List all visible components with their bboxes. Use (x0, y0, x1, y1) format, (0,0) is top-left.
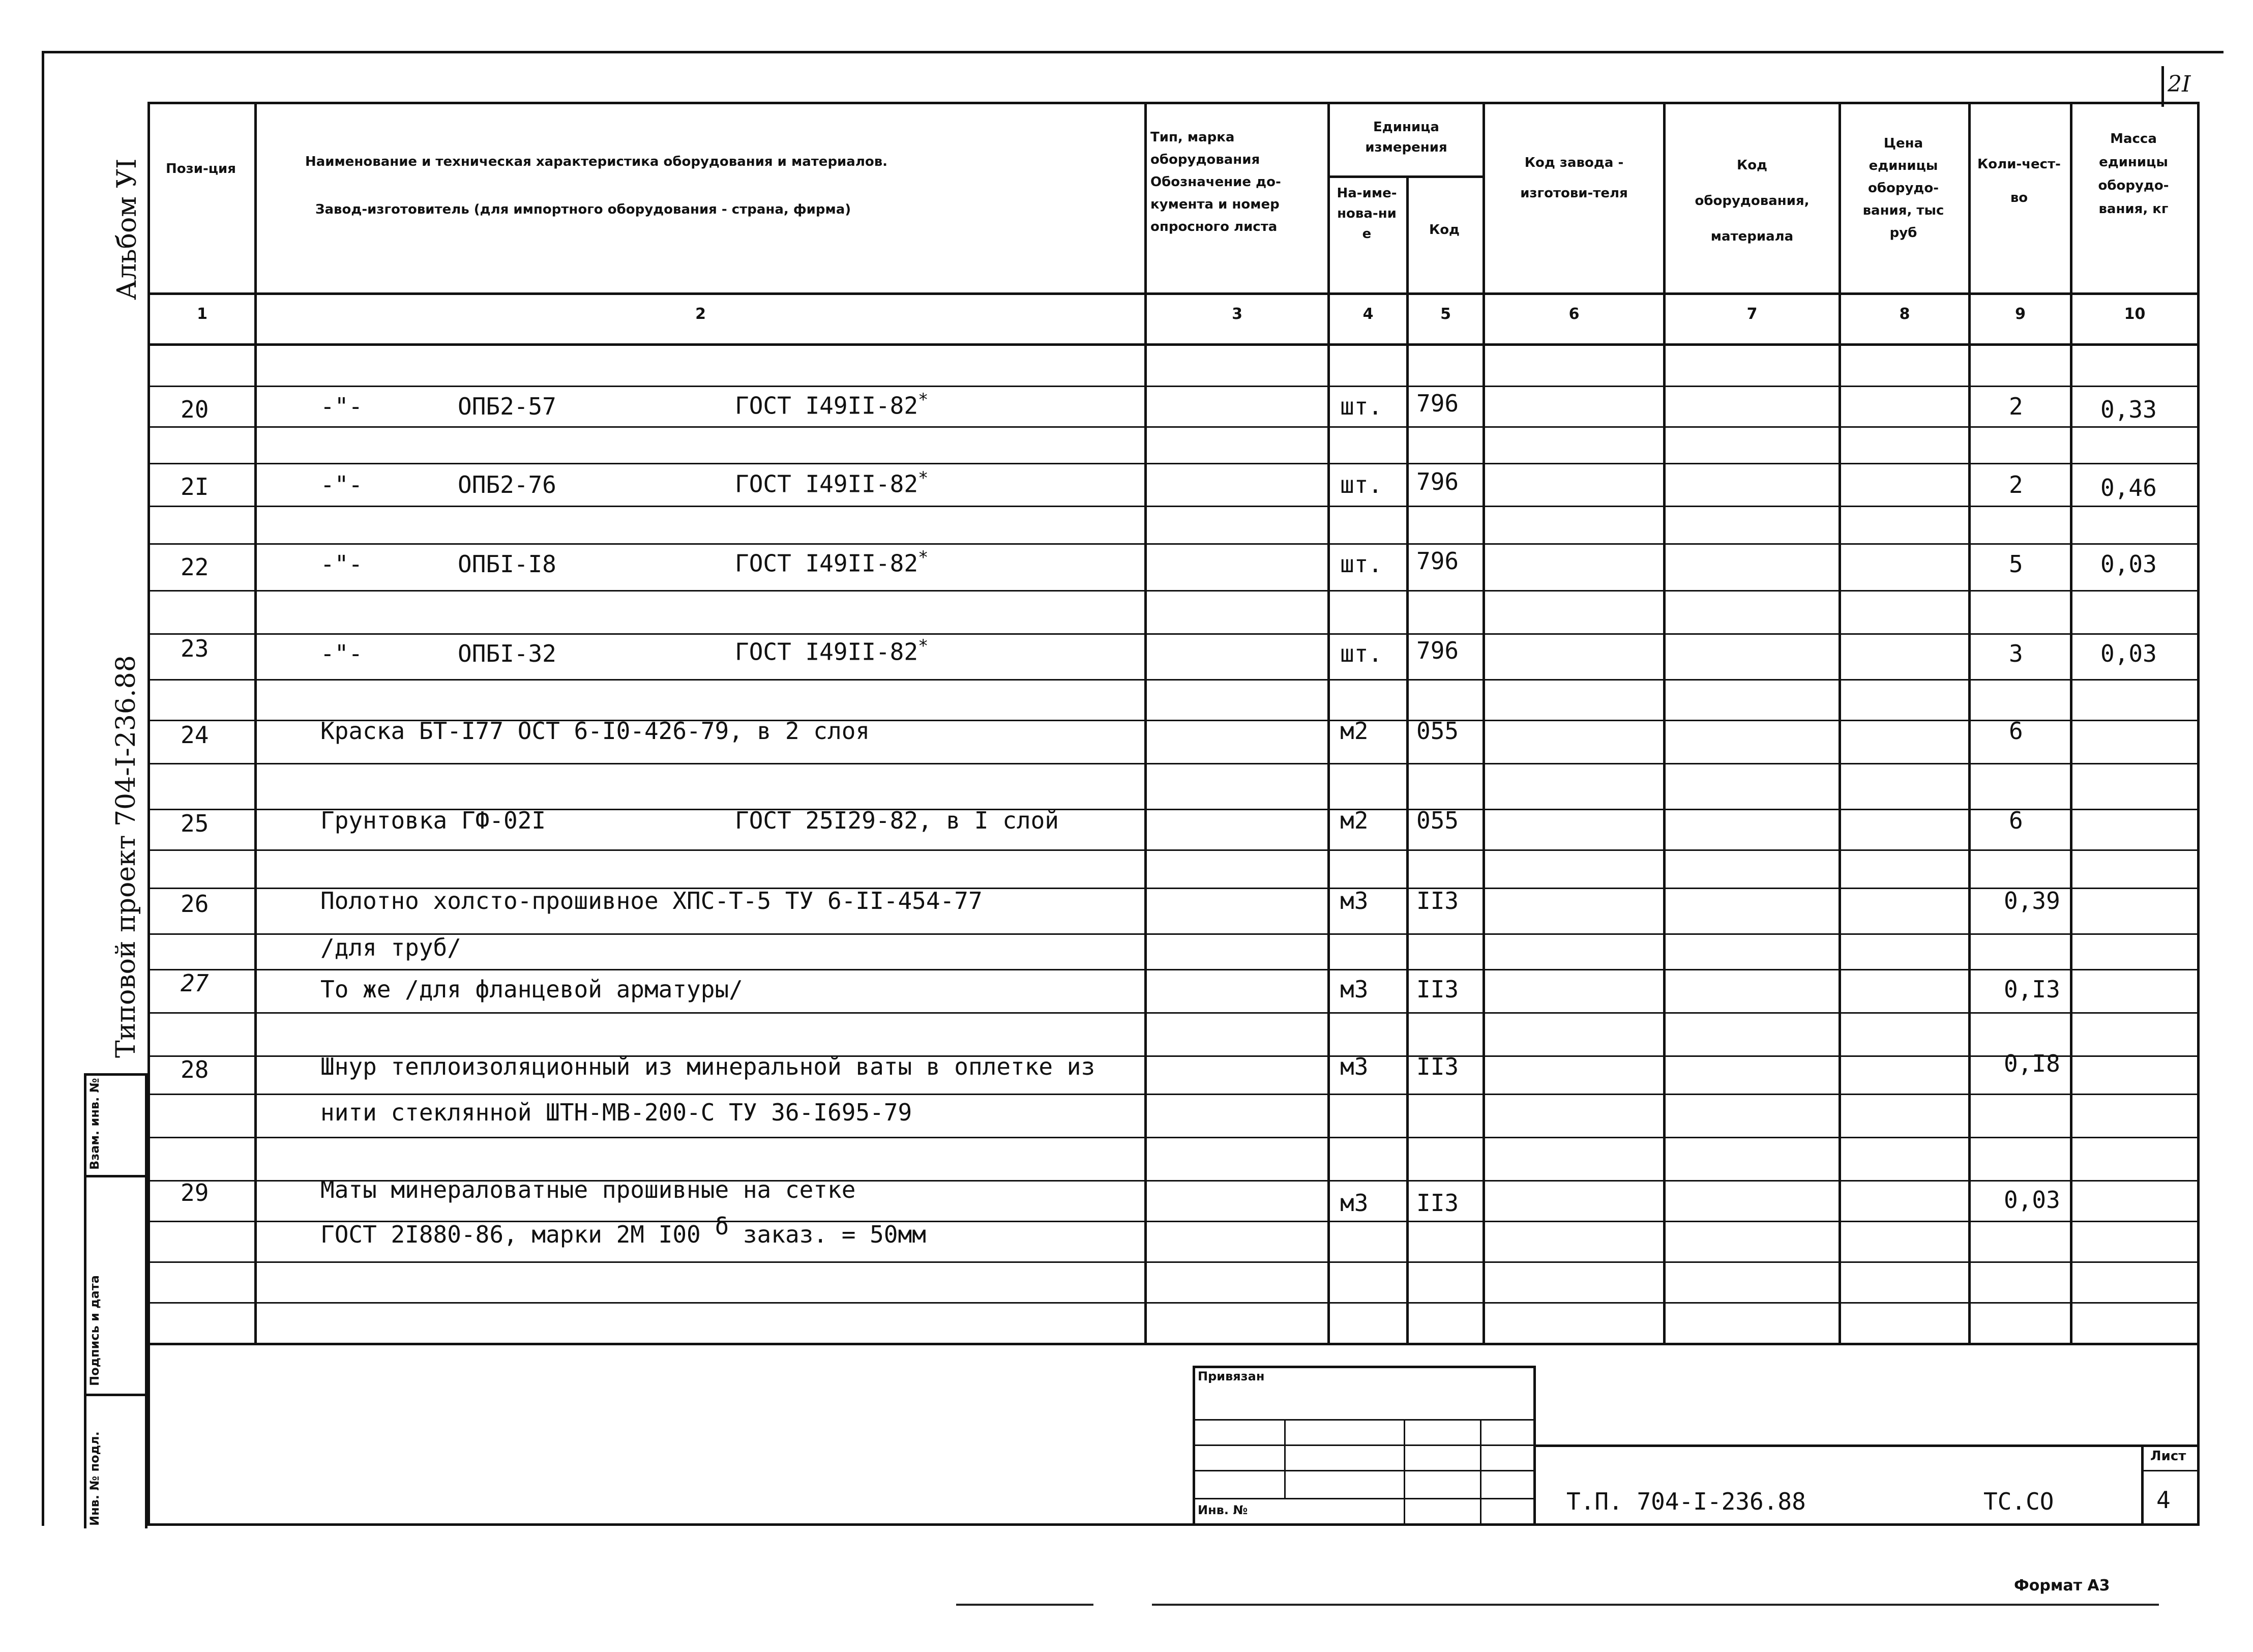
stamp-inv-podl: Инв. № подл. (87, 1431, 102, 1526)
item-name-cont: нити стеклянной ШТН-МВ-200-С ТУ 36-I695-79 (320, 1099, 912, 1126)
quantity: 5 (2009, 550, 2023, 578)
binding-label: Привязан (1198, 1369, 1265, 1383)
quantity: 6 (2009, 717, 2023, 745)
frame-left (42, 51, 44, 1526)
header-col8: Цена единицы оборудо-вания, тыс руб (1862, 136, 1944, 241)
unit-code: 796 (1416, 547, 1459, 575)
unit: м3 (1340, 1053, 1369, 1080)
item-standard (735, 390, 929, 419)
unit: шт. (1340, 640, 1383, 667)
header-col10: Масса единицы оборудо-вания, кг (2098, 131, 2169, 217)
unit-code: 796 (1416, 637, 1459, 664)
footnote-mark: * (918, 547, 929, 568)
header-col7: Код оборудования, материала (1695, 158, 1810, 244)
header-col3-line: оборудования (1150, 152, 1260, 167)
header-unit-group: Единица измерения (1365, 120, 1447, 155)
page-number-box (2161, 66, 2164, 107)
unit: шт. (1340, 471, 1383, 498)
position: 28 (181, 1056, 209, 1083)
format-label: Формат А3 (2014, 1577, 2110, 1595)
header-col3 (1150, 126, 1323, 238)
item-standard (735, 468, 929, 497)
item-standard: ГОСТ 25I29-82, в I слой (735, 807, 1059, 834)
footnote-mark: * (918, 636, 929, 656)
grade-text: ГОСТ 2I880-86, марки 2М I00 (320, 1221, 701, 1248)
mass: 0,03 (2100, 640, 2157, 667)
bottom-dash-left (956, 1604, 1093, 1606)
item-name: То же /для фланцевой арматуры/ (320, 976, 743, 1003)
colnum: 10 (2124, 305, 2146, 323)
position: 20 (181, 396, 209, 423)
bottom-dash-right (1152, 1604, 2159, 1606)
item-name: Полотно холсто-прошивное ХПС-Т-5 ТУ 6-II-454-77 (320, 887, 983, 914)
colnum: 8 (1899, 305, 1910, 323)
item-name: -"- (320, 550, 363, 578)
item-type: ОПБ2-57 (458, 393, 556, 420)
header-col6: Код завода - изготови-теля (1520, 155, 1628, 201)
unit-code: II3 (1416, 887, 1459, 914)
item-standard (735, 636, 929, 665)
frame-top (42, 51, 2224, 53)
item-type: ОПБ2-76 (458, 471, 556, 498)
unit-code: 796 (1416, 468, 1459, 495)
header-col2-line2: Завод-изготовитель (для импортного оборудования - страна, фирма) (315, 202, 851, 217)
quantity: 0,I3 (2004, 976, 2060, 1003)
quantity: 3 (2009, 640, 2023, 667)
page-number: 2I (2168, 71, 2191, 97)
position: 27 (181, 969, 209, 997)
position: 26 (181, 890, 209, 918)
colnum: 7 (1746, 305, 1758, 323)
order-text: заказ. = 50мм (743, 1221, 926, 1248)
stamp-podpis: Подпись и дата (87, 1275, 102, 1386)
item-name: Краска БТ-I77 ОСТ 6-I0-426-79, в 2 слоя (320, 717, 870, 745)
standard-text: ГОСТ I49II-82 (735, 549, 918, 577)
header-col3-line: Тип, марка (1150, 130, 1235, 145)
item-name-cont: /для труб/ (320, 934, 461, 961)
item-name: -"- (320, 393, 363, 420)
item-name: -"- (320, 471, 363, 498)
header-col4: На-име-нова-ние (1337, 186, 1397, 242)
colnum: 6 (1568, 305, 1580, 323)
inventory-label: Инв. № (1198, 1503, 1248, 1517)
project-label: Типовой проект 704-I-236.88 (111, 655, 141, 1058)
colnum: 1 (197, 305, 207, 323)
quantity: 0,39 (2004, 887, 2060, 914)
mass: 0,46 (2100, 474, 2157, 501)
document-designation: Т.П. 704-I-236.88 (1566, 1488, 1806, 1515)
position: 29 (181, 1179, 209, 1206)
standard-text: ГОСТ I49II-82 (735, 638, 918, 666)
colnum: 5 (1440, 305, 1451, 323)
unit-code: II3 (1416, 1053, 1459, 1080)
colnum: 4 (1362, 305, 1374, 323)
header-col3-line: Обозначение до- (1150, 174, 1281, 190)
item-name: Шнур теплоизоляционный из минеральной ваты в оплетке из (320, 1053, 1095, 1080)
stamp-vzam: Взам. инв. № (87, 1078, 102, 1170)
unit: м2 (1340, 807, 1369, 834)
item-name: Маты минераловатные прошивные на сетке (320, 1176, 856, 1203)
standard-text: ГОСТ I49II-82 (735, 392, 918, 420)
header-col3-line: кумента и номер (1150, 197, 1280, 212)
footnote-mark: * (918, 468, 929, 488)
position: 22 (181, 553, 209, 581)
header-col1: Пози-ция (166, 161, 236, 176)
colnum: 9 (2015, 305, 2026, 323)
unit: шт. (1340, 393, 1383, 420)
position: 25 (181, 810, 209, 837)
sheet-label: Лист (2150, 1449, 2186, 1464)
unit: шт. (1340, 550, 1383, 578)
unit-code: 055 (1416, 807, 1459, 834)
quantity: 2 (2009, 393, 2023, 420)
thickness-symbol: δ (715, 1213, 729, 1240)
unit: м3 (1340, 1189, 1369, 1217)
colnum: 3 (1232, 305, 1242, 323)
header-col9: Коли-чест-во (1977, 157, 2061, 205)
header-col2-line1: Наименование и техническая характеристика оборудования и материалов. (305, 154, 888, 169)
footnote-mark: * (918, 390, 929, 410)
unit-code: 055 (1416, 717, 1459, 745)
item-name-cont (320, 1213, 926, 1248)
unit-code: 796 (1416, 390, 1459, 417)
sheet-number: 4 (2156, 1486, 2171, 1514)
album-label: Альбом УI (112, 158, 142, 300)
header-col5: Код (1429, 222, 1460, 238)
position: 23 (181, 635, 209, 662)
quantity: 2 (2009, 471, 2023, 498)
item-type: ОПБI-I8 (458, 550, 556, 578)
position: 2I (181, 473, 209, 500)
mass: 0,03 (2100, 550, 2157, 578)
unit: м3 (1340, 976, 1369, 1003)
document-code: ТС.СО (1983, 1488, 2054, 1515)
unit-code: II3 (1416, 1189, 1459, 1217)
item-name: Грунтовка ГФ-02I (320, 807, 546, 834)
header-col3-line: опросного листа (1150, 219, 1278, 234)
quantity: 6 (2009, 807, 2023, 834)
quantity: 0,I8 (2004, 1050, 2060, 1077)
mass: 0,33 (2100, 396, 2157, 423)
colnum: 2 (695, 305, 706, 323)
unit: м3 (1340, 887, 1369, 914)
unit-code: II3 (1416, 976, 1459, 1003)
quantity: 0,03 (2004, 1186, 2060, 1214)
unit: м2 (1340, 717, 1369, 745)
item-type: ОПБI-32 (458, 640, 556, 667)
position: 24 (181, 721, 209, 749)
item-name: -"- (320, 640, 363, 667)
item-standard (735, 547, 929, 577)
standard-text: ГОСТ I49II-82 (735, 470, 918, 498)
